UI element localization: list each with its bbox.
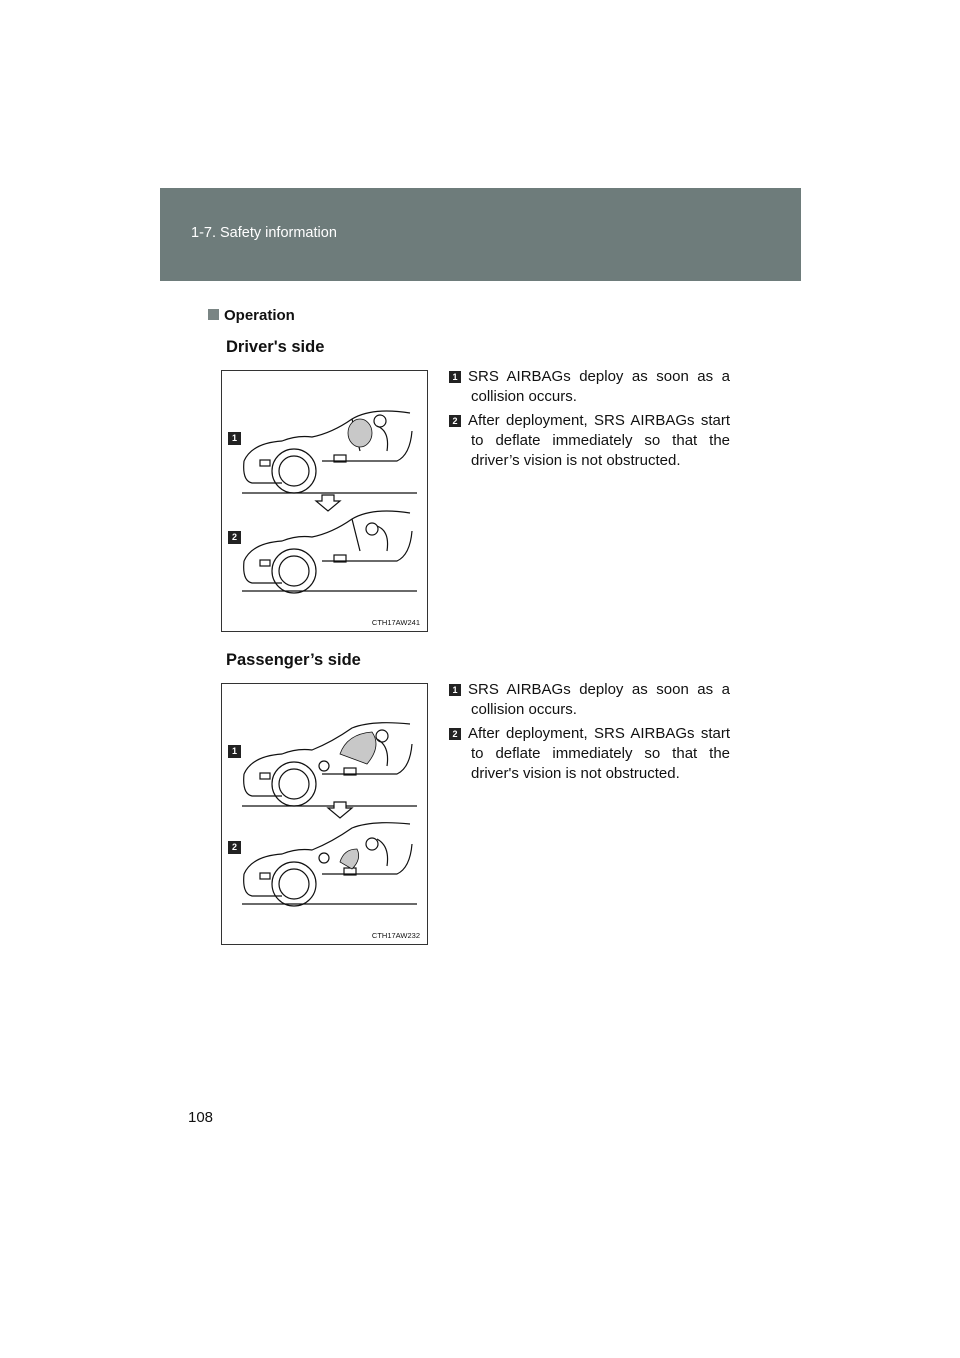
section-title: Operation: [224, 307, 295, 324]
section-heading: [208, 307, 295, 324]
step-number-badge: 2: [449, 415, 461, 427]
passengers-side-illustration: [221, 683, 428, 945]
airbag-deflated-shape: [340, 849, 359, 869]
drivers-side-heading: Driver's side: [226, 338, 325, 356]
square-bullet-icon: [208, 309, 219, 320]
page-number: 108: [188, 1109, 214, 1126]
drivers-airbag-diagram: [222, 371, 427, 631]
figure-step-2-badge: 2: [228, 531, 241, 544]
drivers-side-illustration: [221, 370, 428, 632]
header-bar: [160, 188, 801, 281]
step-text: After deployment, SRS AIRBAGs start to deflate immediately so that the driver’s vision is not obstructed.: [468, 412, 730, 469]
airbag-deployed-shape: [348, 419, 372, 447]
step-number-badge: 1: [449, 371, 461, 383]
airbag-deployed-shape: [340, 732, 376, 764]
drivers-step-1: [449, 367, 730, 407]
step-text: SRS AIRBAGs deploy as soon as a collision occurs.: [468, 681, 730, 718]
drivers-step-2: [449, 411, 730, 471]
figure-code: CTH17AW232: [371, 931, 420, 940]
step-number-badge: 2: [449, 728, 461, 740]
passengers-step-1: [449, 680, 730, 720]
figure-step-2-badge: 2: [228, 841, 241, 854]
figure-step-1-badge: 1: [228, 432, 241, 445]
step-text: After deployment, SRS AIRBAGs start to deflate immediately so that the driver's vision is not obstructed.: [468, 725, 730, 782]
passengers-airbag-diagram: [222, 684, 427, 944]
passengers-step-2: [449, 724, 730, 784]
figure-step-1-badge: 1: [228, 745, 241, 758]
step-number-badge: 1: [449, 684, 461, 696]
step-text: SRS AIRBAGs deploy as soon as a collision occurs.: [468, 368, 730, 405]
figure-code: CTH17AW241: [371, 618, 420, 627]
header-title: 1-7. Safety information: [191, 225, 337, 241]
passengers-side-heading: Passenger’s side: [226, 651, 361, 669]
